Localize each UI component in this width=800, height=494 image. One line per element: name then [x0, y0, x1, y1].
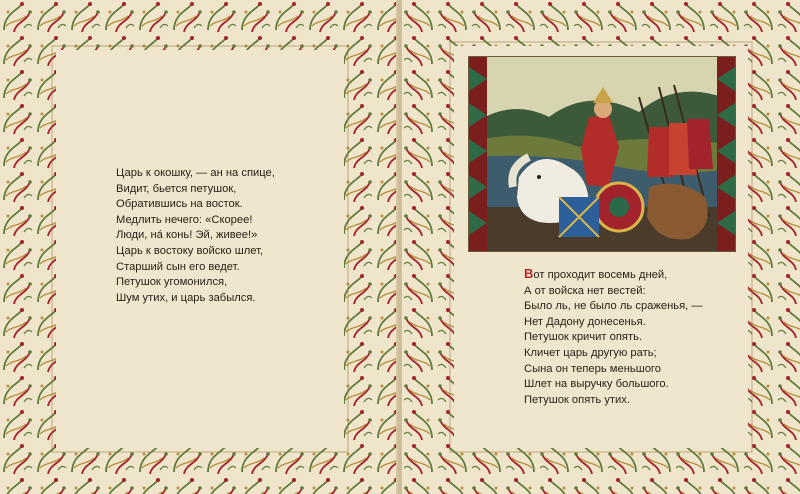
first-line-rest: от проходит восемь дней,: [533, 269, 668, 281]
verse-line: Шлет на выручку большого.: [524, 378, 669, 391]
battle-illustration: [468, 56, 736, 252]
verse-line: А от войска нет вестей:: [524, 284, 646, 297]
verse-line: Шум утих, и царь забылся.: [116, 291, 256, 304]
left-page: [0, 0, 398, 494]
drop-cap: В: [524, 266, 534, 281]
verse-line: Петушок кричит опять.: [524, 331, 643, 344]
verse-line: Нет Дадону донесенья.: [524, 315, 646, 328]
verse-line: Обратившись на восток.: [116, 198, 243, 211]
verse-line: Петушок опять утих.: [524, 393, 631, 406]
right-page: [402, 0, 800, 494]
illustration-art: [469, 57, 735, 251]
verse-line: Царь к востоку войско шлет,: [116, 244, 264, 257]
first-verse-line: [524, 266, 703, 284]
verse-line: Сына он теперь меньшого: [524, 362, 661, 375]
verse-line: Было ль, не было ль сраженья, —: [524, 300, 703, 313]
verse-line: Старший сын его ведет.: [116, 260, 240, 273]
verse-line: Люди, на́ конь! Эй, живее!»: [116, 229, 258, 242]
verse-line: Царь к окошку, — ан на спице,: [116, 167, 275, 179]
right-page-verses: [524, 266, 703, 408]
verse-line: Видит, бьется петушок,: [116, 182, 237, 195]
left-page-verses: [116, 166, 275, 306]
verse-line: Медлить нечего: «Скорее!: [116, 213, 253, 226]
verse-line: Петушок угомонился,: [116, 276, 228, 289]
verse-line: Кличет царь другую рать;: [524, 346, 657, 359]
